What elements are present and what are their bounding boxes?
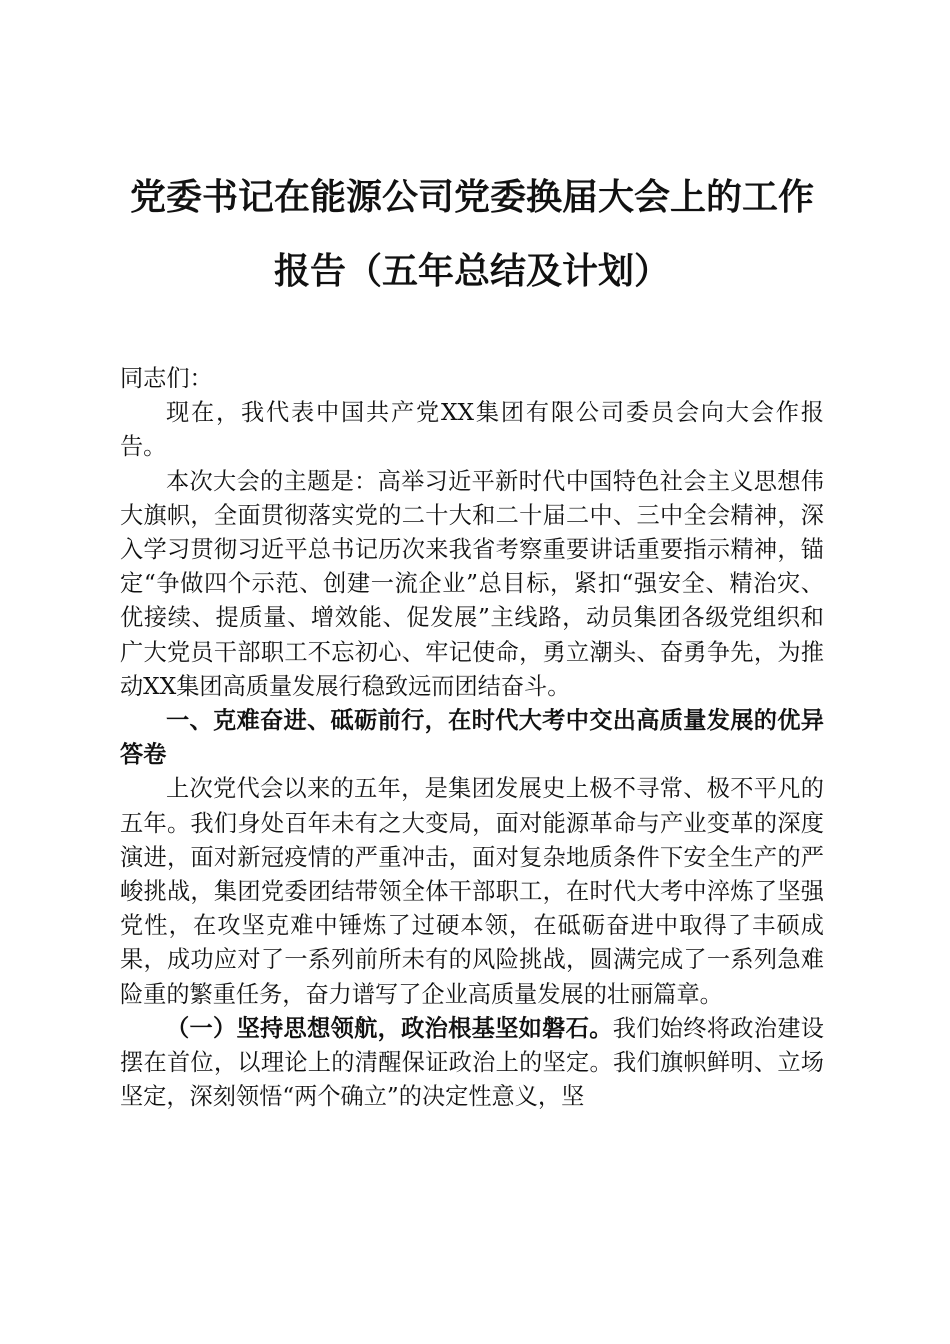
document-body xyxy=(120,362,824,1114)
section-heading-1: 一、克难奋进、砥砺前行，在时代大考中交出高质量发展的优异答卷 xyxy=(120,707,824,769)
subsection-heading-1: （一）坚持思想领航，政治根基坚如磐石。 xyxy=(166,1014,613,1042)
document-page xyxy=(120,0,824,1344)
subsection-1-paragraph xyxy=(120,1012,824,1115)
theme-paragraph: 本次大会的主题是：高举习近平新时代中国特色社会主义思想伟大旗帜，全面贯彻落实党的二十大和二十届二中、三中全会精神，深入学习贯彻习近平总书记历次来我省考察重要讲话重要指示精神，锚定“争做四个示范、创建一流企业”总目标，紧扣“强安全、精治灾、优接续、提质量、增效能、促发展”主线路，动员集团各级党组织和广大党员干部职工不忘初心、牢记使命，勇立潮头、奋勇争先，为推动XX集团高质量发展行稳致远而团结奋斗。 xyxy=(120,467,824,700)
section-1-paragraph: 上次党代会以来的五年，是集团发展史上极不寻常、极不平凡的五年。我们身处百年未有之大变局，面对能源革命与产业变革的深度演进，面对新冠疫情的严重冲击，面对复杂地质条件下安全生产的严峻挑战，集团党委团结带领全体干部职工，在时代大考中淬炼了坚强党性，在攻坚克难中锤炼了过硬本领，在砥砺奋进中取得了丰硕成果，成功应对了一系列前所未有的风险挑战，圆满完成了一系列急难险重的繁重任务，奋力谱写了企业高质量发展的壮丽篇章。 xyxy=(120,775,824,1008)
document-title: 党委书记在能源公司党委换届大会上的工作报告（五年总结及计划） xyxy=(129,176,814,292)
subsection-1-body: 我们始终将政治建设摆在首位，以理论上的清醒保证政治上的坚定。我们旗帜鲜明、立场坚定，深刻领悟“两个确立”的决定性意义，坚 xyxy=(120,1014,824,1111)
salutation: 同志们： xyxy=(120,365,213,392)
intro-paragraph: 现在，我代表中国共产党XX集团有限公司委员会向大会作报告。 xyxy=(120,399,824,461)
